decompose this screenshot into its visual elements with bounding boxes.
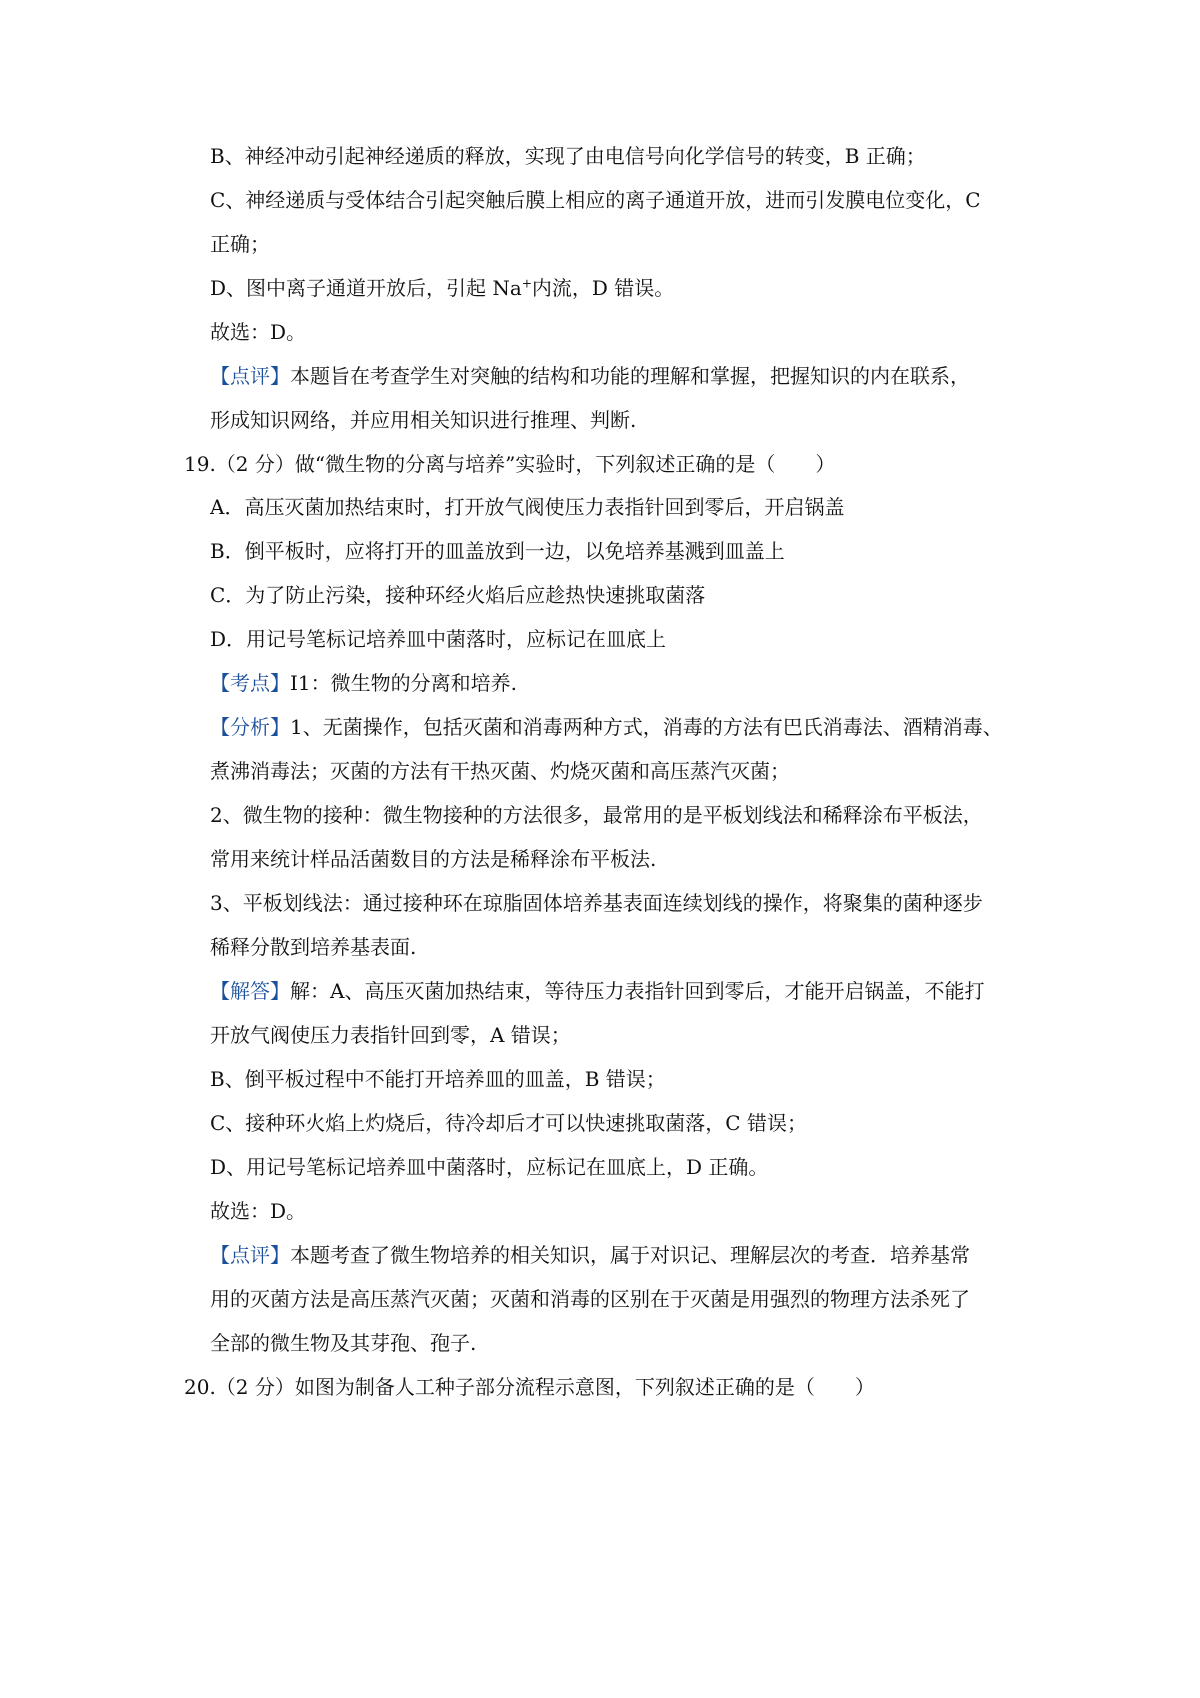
- solution-tag: 【解答】: [210, 979, 290, 1003]
- q19-solution-line: D、用记号笔标记培养皿中菌落时，应标记在皿底上，D 正确。: [210, 1155, 769, 1179]
- q18-answer: 故选：D。: [210, 320, 307, 344]
- q19-analysis-line: 煮沸消毒法；灭菌的方法有干热灭菌、灼烧灭菌和高压蒸汽灭菌；: [210, 759, 790, 783]
- q19-point: 【考点】I1：微生物的分离和培养.: [210, 671, 517, 695]
- q19-option-a: A．高压灭菌加热结束时，打开放气阀使压力表指针回到零后，开启锅盖: [210, 495, 845, 519]
- q19-answer: 故选：D。: [210, 1199, 307, 1223]
- point-tag: 【考点】: [210, 671, 290, 695]
- comment-tag: 【点评】: [210, 1243, 290, 1267]
- q19-analysis-line: 稀释分散到培养基表面.: [210, 935, 417, 959]
- q19-option-c: C．为了防止污染，接种环经火焰后应趁热快速挑取菌落: [210, 583, 706, 607]
- q19-solution-line: C、接种环火焰上灼烧后，待冷却后才可以快速挑取菌落，C 错误；: [210, 1111, 807, 1135]
- q19-analysis-line: 2、微生物的接种：微生物接种的方法很多，最常用的是平板划线法和稀释涂布平板法，: [210, 803, 983, 827]
- q20-stem: 20.（2 分）如图为制备人工种子部分流程示意图，下列叙述正确的是（ ）: [184, 1375, 875, 1399]
- q19-option-b: B．倒平板时，应将打开的皿盖放到一边，以免培养基溅到皿盖上: [210, 539, 785, 563]
- q19-analysis-line: 常用来统计样品活菌数目的方法是稀释涂布平板法.: [210, 847, 657, 871]
- comment-tag: 【点评】: [210, 364, 290, 388]
- superscript-plus: +: [521, 276, 532, 291]
- q18-option-b-explanation: B、神经冲动引起神经递质的释放，实现了由电信号向化学信号的转变，B 正确；: [210, 144, 926, 168]
- q18-option-d-explanation: D、图中离子通道开放后，引起 Na+内流，D 错误。: [210, 276, 675, 300]
- q19-analysis-line: 3、平板划线法：通过接种环在琼脂固体培养基表面连续划线的操作，将聚集的菌种逐步: [210, 891, 983, 915]
- q18-comment-cont: 形成知识网络，并应用相关知识进行推理、判断.: [210, 408, 637, 432]
- q18-option-c-explanation: C、神经递质与受体结合引起突触后膜上相应的离子通道开放，进而引发膜电位变化，C: [210, 188, 981, 212]
- q19-stem: 19.（2 分）做“微生物的分离与培养”实验时，下列叙述正确的是（ ）: [184, 452, 836, 476]
- q19-solution: 【解答】解：A、高压灭菌加热结束，等待压力表指针回到零后，才能开启锅盖，不能打: [210, 979, 985, 1003]
- q19-option-d: D．用记号笔标记培养皿中菌落时，应标记在皿底上: [210, 627, 667, 651]
- q18-option-c-explanation-cont: 正确；: [210, 232, 270, 256]
- q19-solution-line: 开放气阀使压力表指针回到零，A 错误；: [210, 1023, 571, 1047]
- q19-comment: 【点评】本题考查了微生物培养的相关知识，属于对识记、理解层次的考查．培养基常: [210, 1243, 970, 1267]
- q19-solution-line: B、倒平板过程中不能打开培养皿的皿盖，B 错误；: [210, 1067, 666, 1091]
- q19-comment-line: 用的灭菌方法是高压蒸汽灭菌；灭菌和消毒的区别在于灭菌是用强烈的物理方法杀死了: [210, 1287, 970, 1311]
- q19-comment-line: 全部的微生物及其芽孢、孢子.: [210, 1331, 477, 1355]
- q18-comment: 【点评】本题旨在考查学生对突触的结构和功能的理解和掌握，把握知识的内在联系，: [210, 364, 970, 388]
- q19-analysis: 【分析】1、无菌操作，包括灭菌和消毒两种方式，消毒的方法有巴氏消毒法、酒精消毒、: [210, 715, 1003, 739]
- analysis-tag: 【分析】: [210, 715, 290, 739]
